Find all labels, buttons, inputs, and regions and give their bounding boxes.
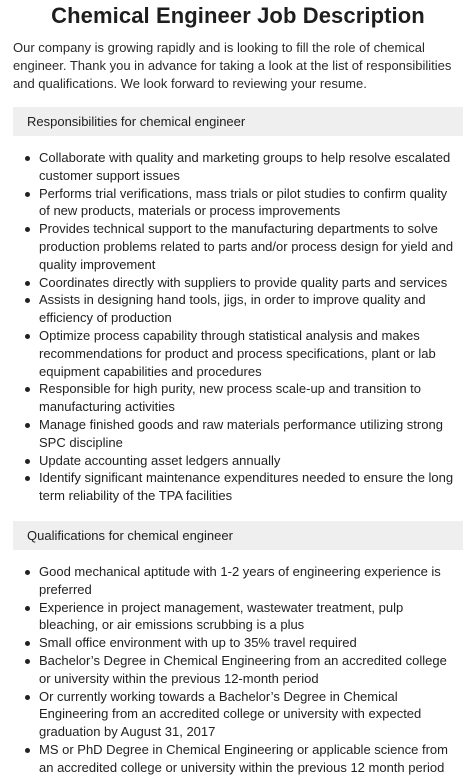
- list-item: [39, 741, 463, 777]
- list-item: [39, 220, 463, 273]
- list-item-text: MS or PhD Degree in Chemical Engineering or applicable science from an accredited college or university within the previous 12 month period: [39, 741, 448, 775]
- bullet-icon: [25, 423, 30, 428]
- list-item: [39, 380, 463, 416]
- bullet-icon: [25, 156, 30, 161]
- list-item: [39, 185, 463, 221]
- list-item-text: Good mechanical aptitude with 1-2 years of engineering experience is preferred: [39, 563, 441, 597]
- bullet-icon: [25, 387, 30, 392]
- list-item: [39, 291, 463, 327]
- list-item-text: Provides technical support to the manufacturing departments to solve production problems related to parts and/or process design for yield and quality improvement: [39, 221, 454, 272]
- bullet-icon: [25, 748, 30, 753]
- list-item: [39, 452, 463, 470]
- responsibilities-header: Responsibilities for chemical engineer: [13, 107, 463, 136]
- bullet-icon: [25, 606, 30, 611]
- list-item-text: Identify significant maintenance expenditures needed to ensure the long term reliability of the TPA facilities: [39, 470, 454, 504]
- list-item-text: Performs trial verifications, mass trials or pilot studies to confirm quality of new products, materials or process improvements: [39, 185, 448, 219]
- bullet-icon: [25, 192, 30, 197]
- qualifications-header: Qualifications for chemical engineer: [13, 521, 463, 550]
- bullet-icon: [25, 281, 30, 286]
- list-item-text: Small office environment with up to 35% travel required: [39, 635, 357, 651]
- intro-paragraph: Our company is growing rapidly and is looking to fill the role of chemical engineer. Thank you in advance for taking a look at the list of responsibilities and qualifications. We look forward to reviewing your resume.: [13, 40, 452, 91]
- bullet-icon: [25, 459, 30, 464]
- list-item-text: Assists in designing hand tools, jigs, in order to improve quality and efficiency of production: [39, 292, 426, 326]
- qualifications-list: [13, 563, 463, 777]
- list-item: [39, 274, 463, 292]
- list-item-text: Optimize process capability through statistical analysis and makes recommendations for product and process specifications, plant or lab equipment capabilities and procedures: [39, 327, 436, 379]
- bullet-icon: [25, 570, 30, 575]
- list-item-text: Manage finished goods and raw materials performance utilizing strong SPC discipline: [39, 416, 443, 450]
- bullet-icon: [25, 695, 30, 700]
- list-item: [39, 563, 463, 599]
- bullet-icon: [25, 334, 30, 339]
- bullet-icon: [25, 227, 30, 232]
- list-item-text: Bachelor’s Degree in Chemical Engineering from an accredited college or university within the previous 12-month period: [39, 652, 447, 686]
- bullet-icon: [25, 659, 30, 664]
- list-item-text: Coordinates directly with suppliers to provide quality parts and services: [39, 274, 448, 290]
- list-item-text: Or currently working towards a Bachelor’s Degree in Chemical Engineering from an accredited college or university with expected graduation by August 31, 2017: [39, 688, 422, 740]
- bullet-icon: [25, 298, 30, 303]
- list-item: [39, 469, 463, 505]
- list-item: [39, 149, 463, 185]
- bullet-icon: [25, 641, 30, 646]
- list-item: [39, 688, 463, 741]
- list-item: [39, 416, 463, 452]
- list-item-text: Update accounting asset ledgers annually: [39, 452, 281, 468]
- list-item: [39, 599, 463, 635]
- bullet-icon: [25, 476, 30, 481]
- list-item-text: Collaborate with quality and marketing groups to help resolve escalated customer support issues: [39, 150, 451, 183]
- list-item-text: Experience in project management, wastewater treatment, pulp bleaching, or air emissions scrubbing is a plus: [39, 599, 404, 633]
- responsibilities-list: [13, 149, 463, 505]
- list-item: [39, 327, 463, 380]
- list-item: [39, 634, 463, 652]
- page-title: Chemical Engineer Job Description: [51, 3, 425, 28]
- list-item-text: Responsible for high purity, new process scale-up and transition to manufacturing activities: [39, 381, 422, 415]
- list-item: [39, 652, 463, 688]
